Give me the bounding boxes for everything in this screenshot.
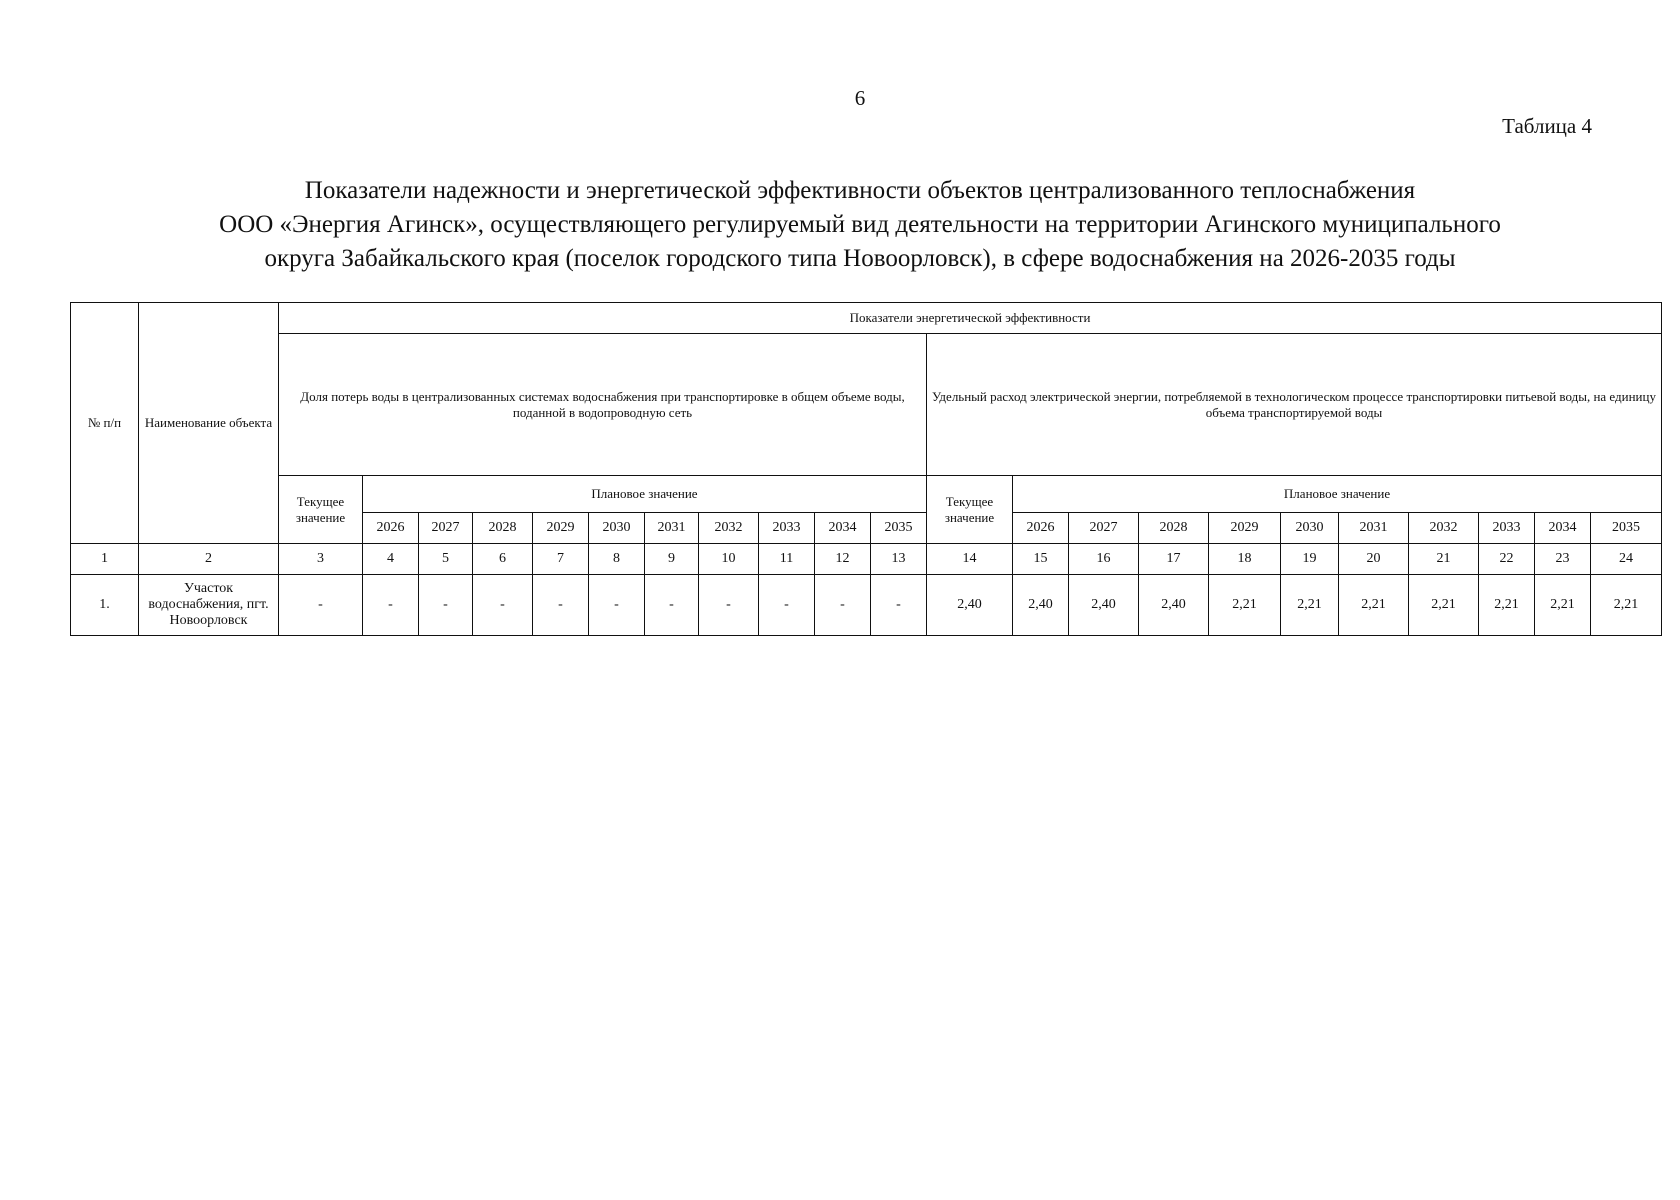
year-header: 2033 xyxy=(1479,513,1535,544)
column-number: 11 xyxy=(759,544,815,575)
table-header-row xyxy=(71,303,1662,334)
table-cell: 2,40 xyxy=(1013,575,1069,636)
row-number: 1. xyxy=(71,575,139,636)
column-number: 14 xyxy=(927,544,1013,575)
table-cell: 2,21 xyxy=(1339,575,1409,636)
year-header: 2032 xyxy=(1409,513,1479,544)
year-header: 2034 xyxy=(815,513,871,544)
col-num-header: № п/п xyxy=(71,303,139,544)
column-number: 1 xyxy=(71,544,139,575)
year-header: 2032 xyxy=(699,513,759,544)
year-header: 2026 xyxy=(1013,513,1069,544)
table-cell: 2,40 xyxy=(927,575,1013,636)
title-line: ООО «Энергия Агинск», осуществляющего регулируемый вид деятельности на территории Агинского муниципального xyxy=(219,211,1501,238)
column-number: 3 xyxy=(279,544,363,575)
table-cell: 2,21 xyxy=(1281,575,1339,636)
column-number: 20 xyxy=(1339,544,1409,575)
column-number: 2 xyxy=(139,544,279,575)
table-label: Таблица 4 xyxy=(1502,114,1592,138)
table-cell: 2,21 xyxy=(1535,575,1591,636)
column-number: 22 xyxy=(1479,544,1535,575)
column-number: 5 xyxy=(419,544,473,575)
table-cell: - xyxy=(473,575,533,636)
page-number: 6 xyxy=(854,86,866,110)
table-cell: - xyxy=(645,575,699,636)
year-header: 2027 xyxy=(1069,513,1139,544)
column-number: 10 xyxy=(699,544,759,575)
table-cell: - xyxy=(363,575,419,636)
table-cell: - xyxy=(419,575,473,636)
indicator-energy-consumption: Удельный расход электрической энергии, потребляемой в технологическом процессе транспортировки питьевой воды, на единицу объема транспортируемой воды xyxy=(927,334,1662,476)
indicator-water-loss: Доля потерь воды в централизованных системах водоснабжения при транспортировке в общем объеме воды, поданной в водопроводную сеть xyxy=(279,334,927,476)
group-header: Показатели энергетической эффективности xyxy=(279,303,1662,334)
year-header: 2030 xyxy=(589,513,645,544)
table-cell: 2,21 xyxy=(1591,575,1662,636)
year-header: 2031 xyxy=(1339,513,1409,544)
column-number: 13 xyxy=(871,544,927,575)
planned-value-header: Плановое значение xyxy=(1013,476,1662,513)
table-cell: - xyxy=(533,575,589,636)
year-header: 2026 xyxy=(363,513,419,544)
year-header: 2034 xyxy=(1535,513,1591,544)
column-number: 12 xyxy=(815,544,871,575)
column-number: 8 xyxy=(589,544,645,575)
table-cell: - xyxy=(279,575,363,636)
planned-value-header: Плановое значение xyxy=(363,476,927,513)
table-cell: 2,40 xyxy=(1139,575,1209,636)
document-title xyxy=(60,174,1660,276)
column-number: 23 xyxy=(1535,544,1591,575)
column-number: 15 xyxy=(1013,544,1069,575)
table-cell: 2,21 xyxy=(1209,575,1281,636)
column-number: 18 xyxy=(1209,544,1281,575)
table-cell: - xyxy=(815,575,871,636)
year-header: 2028 xyxy=(1139,513,1209,544)
table-cell: - xyxy=(589,575,645,636)
object-name: Участок водоснабжения, пгт. Новоорловск xyxy=(139,575,279,636)
column-number: 4 xyxy=(363,544,419,575)
year-header: 2031 xyxy=(645,513,699,544)
current-value-header: Текущее значение xyxy=(927,476,1013,544)
indicators-table xyxy=(70,302,1662,636)
column-number: 7 xyxy=(533,544,589,575)
title-line: округа Забайкальского края (поселок городского типа Новоорловск), в сфере водоснабжения на 2026-2035 годы xyxy=(264,245,1456,272)
table-cell: - xyxy=(871,575,927,636)
column-number: 9 xyxy=(645,544,699,575)
table-header-row xyxy=(71,476,1662,513)
current-value-header: Текущее значение xyxy=(279,476,363,544)
year-header: 2028 xyxy=(473,513,533,544)
title-line: Показатели надежности и энергетической эффективности объектов централизованного теплоснабжения xyxy=(304,177,1416,204)
column-number: 24 xyxy=(1591,544,1662,575)
year-header: 2029 xyxy=(1209,513,1281,544)
table-cell: - xyxy=(759,575,815,636)
column-number: 19 xyxy=(1281,544,1339,575)
table-header-row xyxy=(71,334,1662,476)
col-name-header: Наименование объекта xyxy=(139,303,279,544)
table-cell: 2,21 xyxy=(1409,575,1479,636)
table-cell: 2,40 xyxy=(1069,575,1139,636)
table-cell: - xyxy=(699,575,759,636)
year-header: 2027 xyxy=(419,513,473,544)
column-number: 6 xyxy=(473,544,533,575)
year-header: 2035 xyxy=(1591,513,1662,544)
column-number: 16 xyxy=(1069,544,1139,575)
column-number: 17 xyxy=(1139,544,1209,575)
column-number-row xyxy=(71,544,1662,575)
year-header: 2029 xyxy=(533,513,589,544)
column-number: 21 xyxy=(1409,544,1479,575)
year-header: 2035 xyxy=(871,513,927,544)
table-row xyxy=(71,575,1662,636)
year-header: 2030 xyxy=(1281,513,1339,544)
year-header: 2033 xyxy=(759,513,815,544)
table-cell: 2,21 xyxy=(1479,575,1535,636)
